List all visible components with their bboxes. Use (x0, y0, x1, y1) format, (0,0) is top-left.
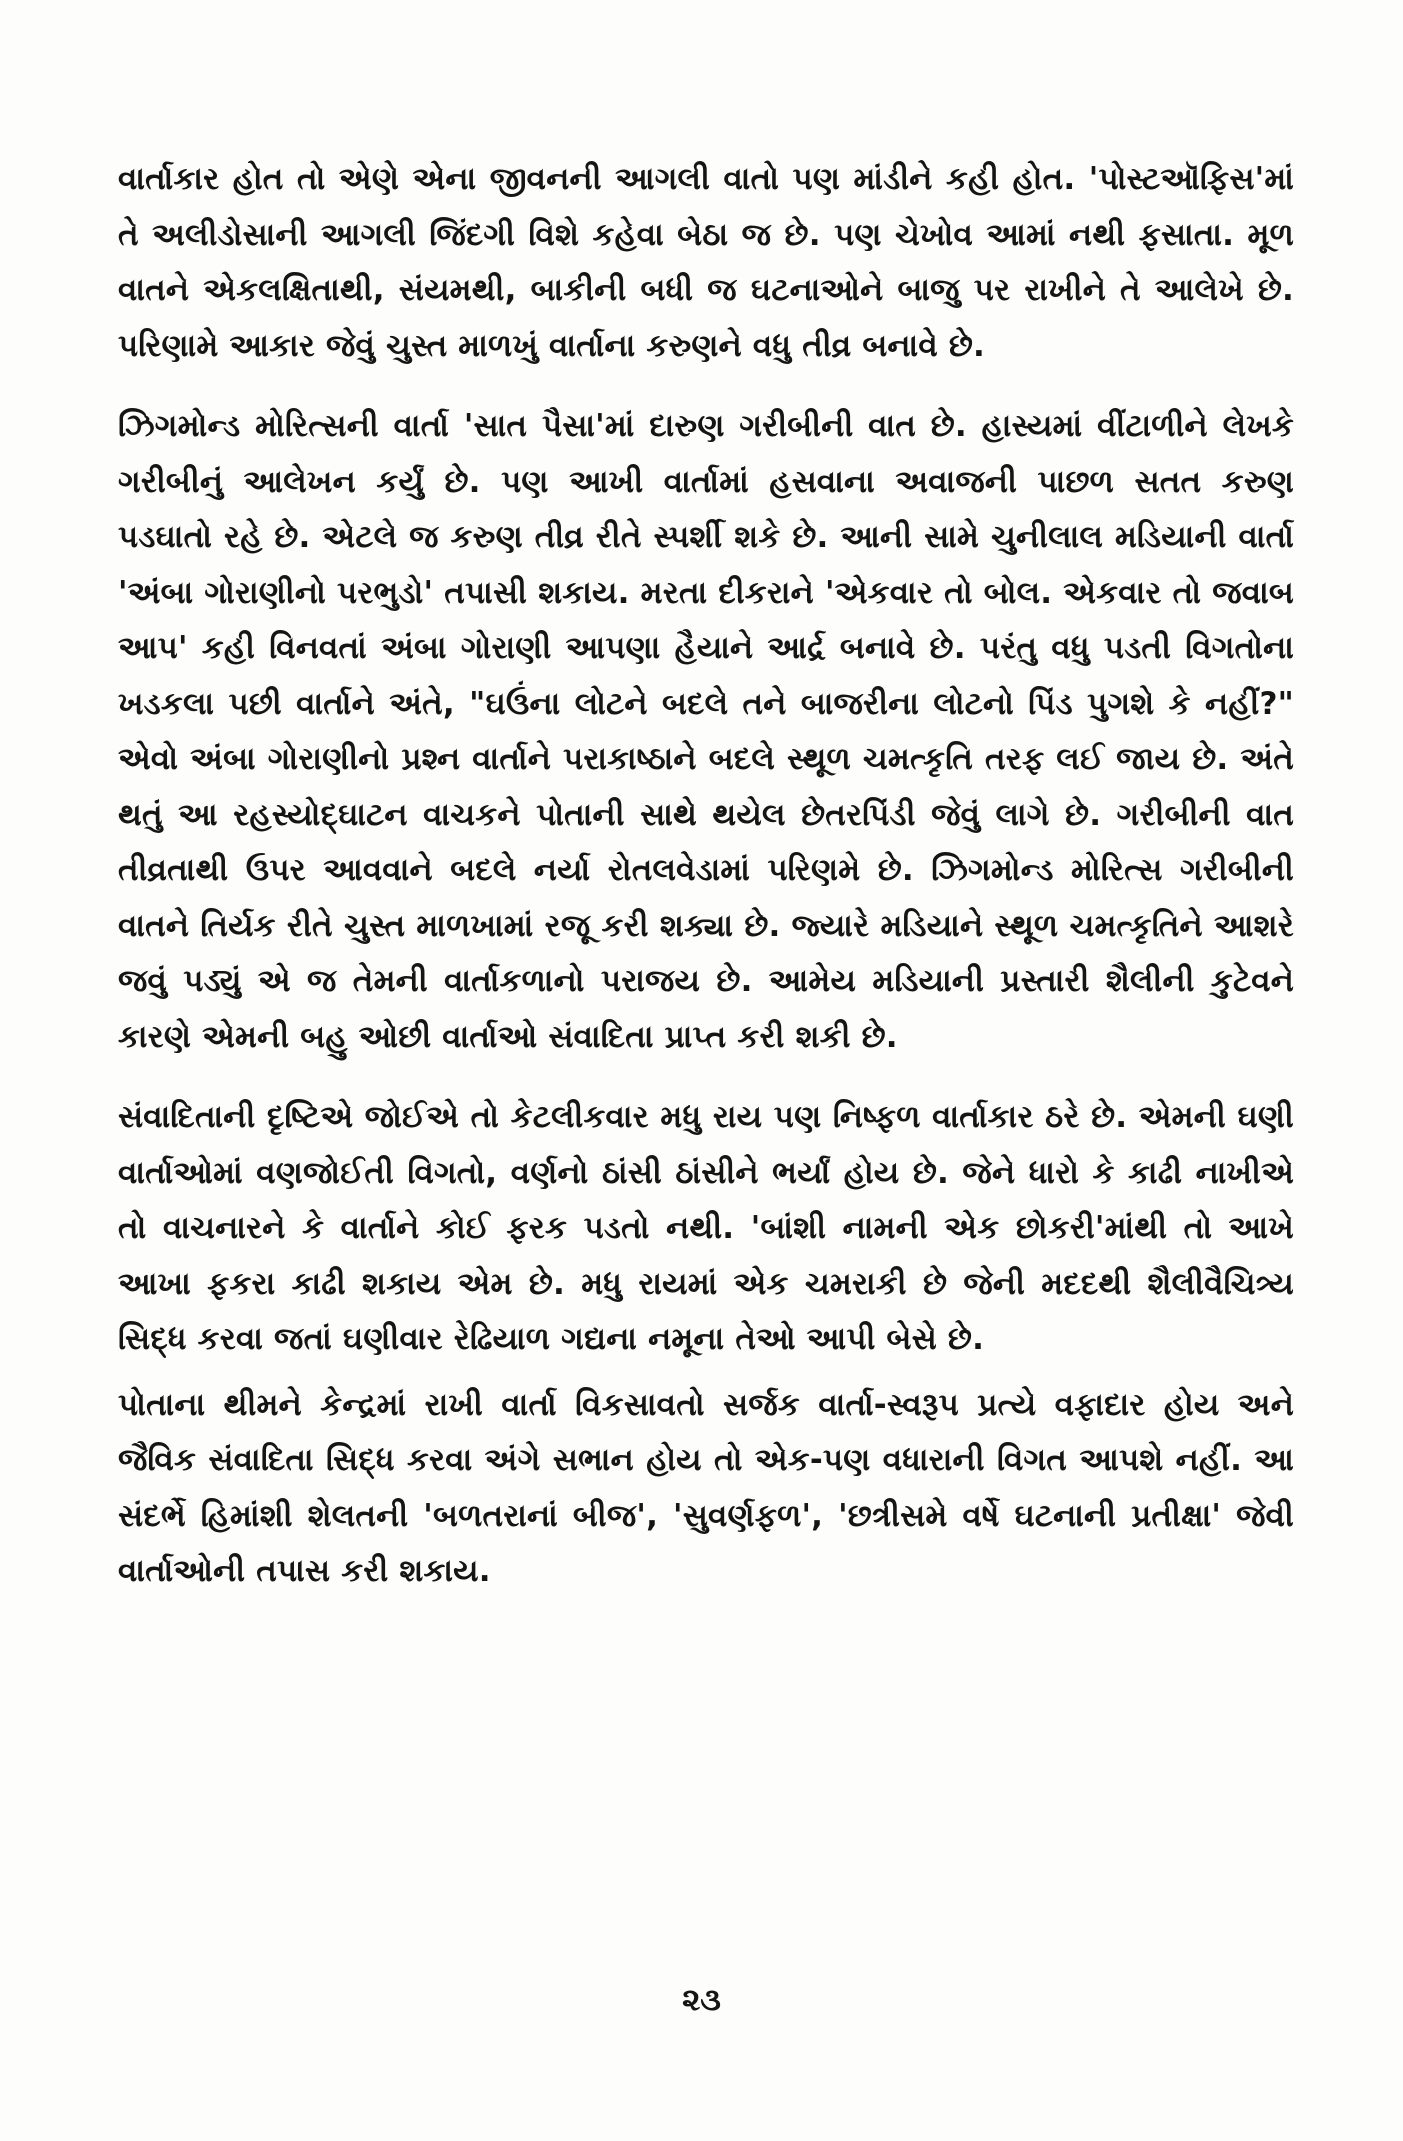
paragraph-3: સંવાદિતાની દૃષ્ટિએ જોઈએ તો કેટલીકવાર મધુ રાય પણ નિષ્ફળ વાર્તાકાર ઠરે છે. એમની ઘણી વાર્તાઓમાં વણજોઈતી વિગતો, વર્ણનો ઠાંસી ઠાંસીને ભર્યાં હોય છે. જેને ધારો કે કાઢી નાખીએ તો વાચનારને કે વાર્તાને કોઈ ફરક પડતો નથી. 'બાંશી નામની એક છોકરી'માંથી તો આખે આખા ફકરા કાઢી શકાય એમ છે. મધુ રાયમાં એક ચમરાકી છે જેની મદદથી શૈલીવૈચિત્ર્ય સિદ્ધ કરવા જતાં ઘણીવાર રેઢિયાળ ગદ્યના નમૂના તેઓ આપી બેસે છે. (118, 1099, 1294, 1357)
body-text (118, 152, 1294, 1600)
paragraph-4: પોતાના થીમને કેન્દ્રમાં રાખી વાર્તા વિકસાવતો સર્જક વાર્તા-સ્વરૂપ પ્રત્યે વફાદાર હોય અને જૈવિક સંવાદિતા સિદ્ધ કરવા અંગે સભાન હોય તો એક-પણ વધારાની વિગત આપશે નહીં. આ સંદર્ભે હિમાંશી શેલતની 'બળતરાનાં બીજ', 'સુવર્ણફળ', 'છત્રીસમે વર્ષે ઘટનાની પ્રતીક્ષા' જેવી વાર્તાઓની તપાસ કરી શકાય. (118, 1386, 1294, 1589)
paragraph-2: ઝિગમોન્ડ મોરિત્સની વાર્તા 'સાત પૈસા'માં દારુણ ગરીબીની વાત છે. હાસ્યમાં વીંટાળીને લેખકે ગરીબીનું આલેખન કર્યું છે. પણ આખી વાર્તામાં હસવાના અવાજની પાછળ સતત કરુણ પડઘાતો રહે છે. એટલે જ કરુણ તીવ્ર રીતે સ્પર્શી શકે છે. આની સામે ચુનીલાલ મડિયાની વાર્તા 'અંબા ગોરાણીનો પરભુડો' તપાસી શકાય. મરતા દીકરાને 'એકવાર તો બોલ. એકવાર તો જવાબ આપ' કહી વિનવતાં અંબા ગોરાણી આપણા હૈયાને આર્દ્ર બનાવે છે. પરંતુ વધુ પડતી વિગતોના ખડકલા પછી વાર્તાને અંતે, "ઘઉંના લોટને બદલે તને બાજરીના લોટનો પિંડ પુગશે કે નહીં?" એવો અંબા ગોરાણીનો પ્રશ્ન વાર્તાને પરાકાષ્ઠાને બદલે સ્થૂળ ચમત્કૃતિ તરફ લઈ જાય છે. અંતે થતું આ રહસ્યોદ્ઘાટન વાચકને પોતાની સાથે થયેલ છેતરપિંડી જેવું લાગે છે. ગરીબીની વાત તીવ્રતાથી ઉપર આવવાને બદલે નર્યા રોતલવેડામાં પરિણમે છે. ઝિગમોન્ડ મોરિત્સ ગરીબીની વાતને તિર્યક રીતે ચુસ્ત માળખામાં રજૂ કરી શક્યા છે. જ્યારે મડિયાને સ્થૂળ ચમત્કૃતિને આશરે જવું પડ્યું એ જ તેમની વાર્તાકળાનો પરાજય છે. આમેય મડિયાની પ્રસ્તારી શૈલીની કુટેવને કારણે એમની બહુ ઓછી વાર્તાઓ સંવાદિતા પ્રાપ્ત કરી શકી છે. (118, 408, 1294, 1055)
page-number: ૨૩ (682, 1982, 721, 2018)
paragraph-1: વાર્તાકાર હોત તો એણે એના જીવનની આગલી વાતો પણ માંડીને કહી હોત. 'પોસ્ટઑફિસ'માં તે અલીડોસાની આગલી જિંદગી વિશે કહેવા બેઠા જ છે. પણ ચેખોવ આમાં નથી ફસાતા. મૂળ વાતને એકલક્ષિતાથી, સંયમથી, બાકીની બધી જ ઘટનાઓને બાજુ પર રાખીને તે આલેખે છે. પરિણામે આકાર જેવું ચુસ્ત માળખું વાર્તાના કરુણને વધુ તીવ્ર બનાવે છે. (118, 161, 1294, 364)
